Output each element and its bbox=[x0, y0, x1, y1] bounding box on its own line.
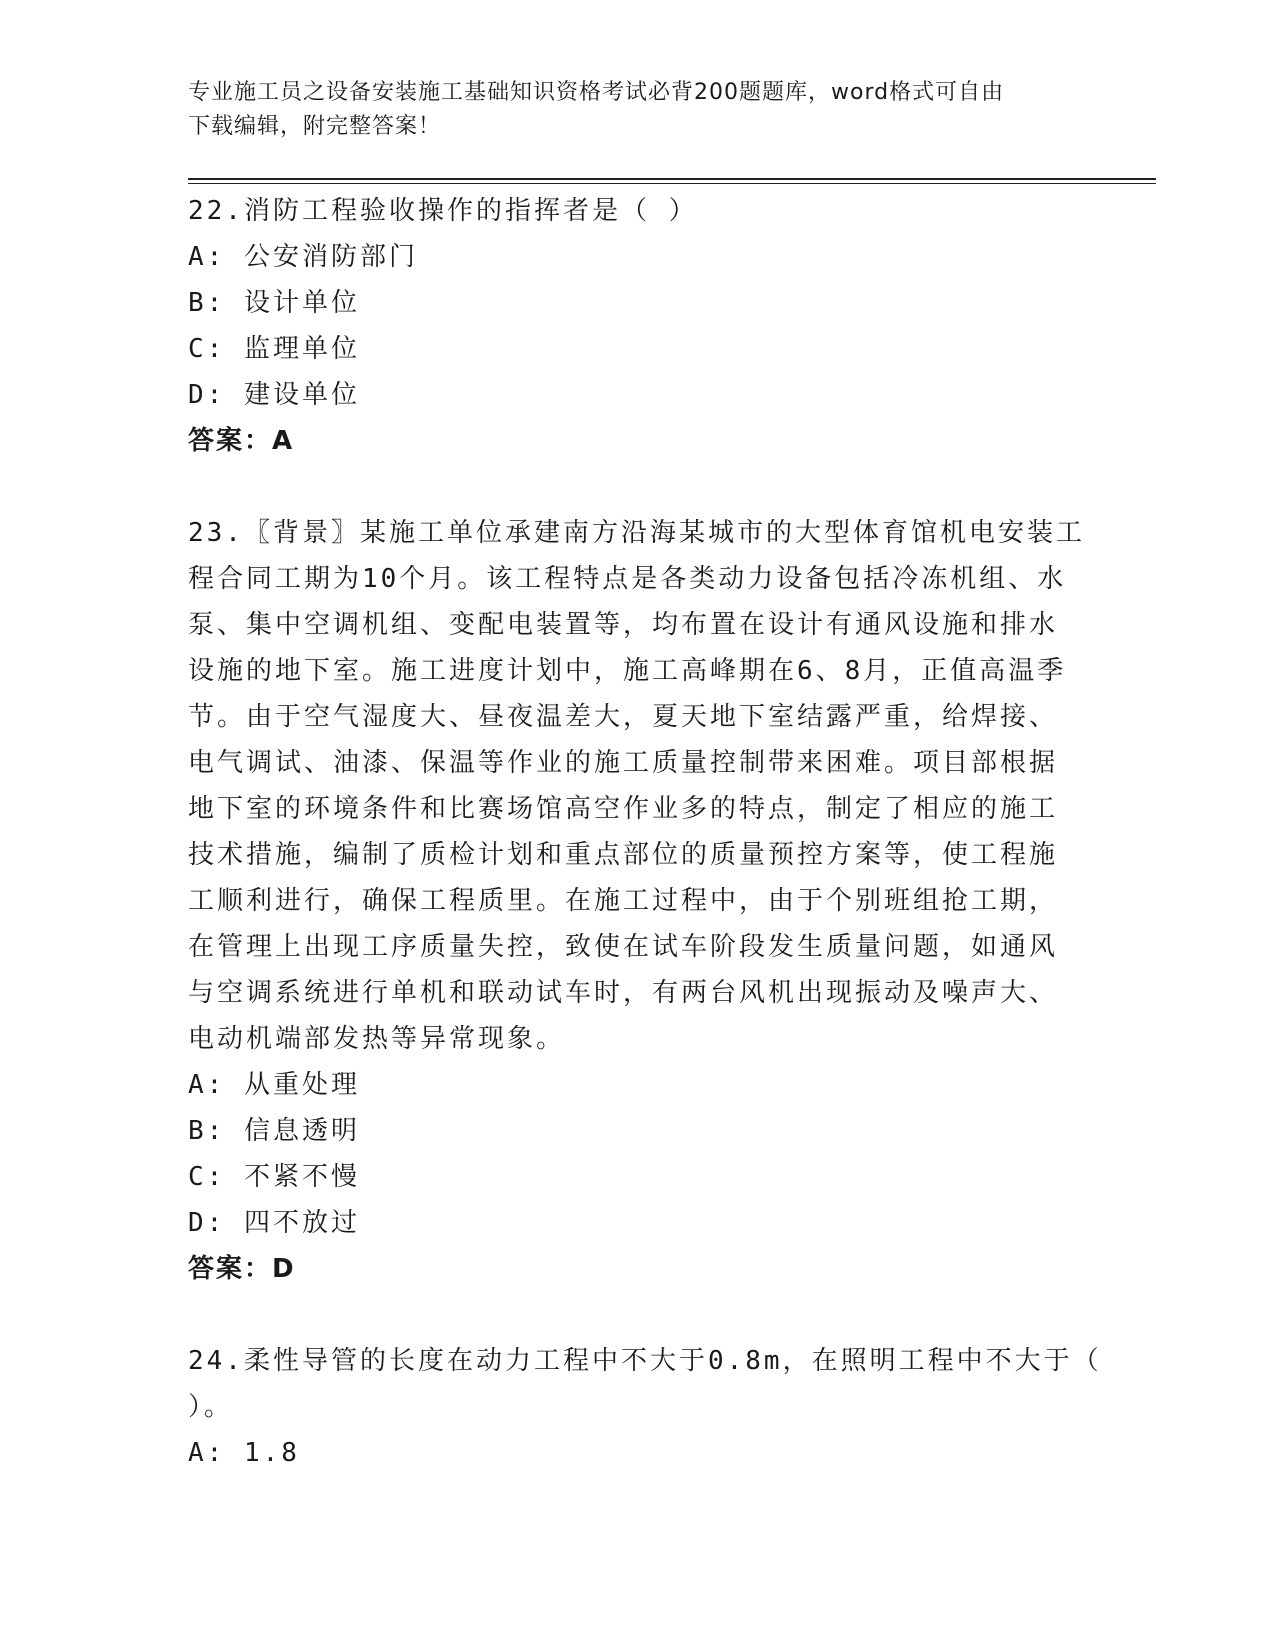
stem-line: 电动机端部发热等异常现象。 bbox=[188, 1024, 566, 1054]
question-stem bbox=[188, 1338, 1102, 1430]
question-stem: 22.消防工程验收操作的指挥者是（ ） bbox=[188, 196, 698, 226]
stem-line: 工顺利进行，确保工程质里。在施工过程中，由于个别班组抢工期， bbox=[188, 886, 1059, 916]
question-list bbox=[188, 188, 1102, 1476]
option-b: B: 设计单位 bbox=[188, 288, 360, 318]
question-23 bbox=[188, 510, 1088, 1292]
stem-line: 电气调试、油漆、保温等作业的施工质量控制带来困难。项目部根据 bbox=[188, 748, 1059, 778]
option-a: A: 1.8 bbox=[188, 1438, 300, 1468]
stem-line: 在管理上出现工序质量失控，致使在试车阶段发生质量问题，如通风 bbox=[188, 932, 1059, 962]
stem-line: 24.柔性导管的长度在动力工程中不大于0.8m，在照明工程中不大于（ bbox=[188, 1346, 1102, 1376]
option-b: B: 信息透明 bbox=[188, 1116, 360, 1146]
option-c: C: 不紧不慢 bbox=[188, 1162, 360, 1192]
stem-line: 节。由于空气湿度大、昼夜温差大，夏天地下室结露严重，给焊接、 bbox=[188, 702, 1059, 732]
header-line-1: 专业施工员之设备安装施工基础知识资格考试必背200题题库，word格式可自由 bbox=[188, 80, 1005, 105]
stem-line: 地下室的环境条件和比赛场馆高空作业多的特点，制定了相应的施工 bbox=[188, 794, 1059, 824]
question-stem bbox=[188, 510, 1088, 1062]
header-divider-thin bbox=[188, 183, 1156, 184]
spacer bbox=[188, 1292, 1088, 1338]
stem-line: 泵、集中空调机组、变配电装置等，均布置在设计有通风设施和排水 bbox=[188, 610, 1059, 640]
spacer bbox=[188, 464, 1088, 510]
document-header bbox=[188, 76, 1088, 144]
option-a: A: 公安消防部门 bbox=[188, 242, 418, 272]
answer-label: 答案：D bbox=[188, 1254, 296, 1284]
header-divider-thick bbox=[188, 178, 1156, 180]
stem-line: 设施的地下室。施工进度计划中，施工高峰期在6、8月，正值高温季 bbox=[188, 656, 1067, 686]
stem-line: 与空调系统进行单机和联动试车时，有两台风机出现振动及噪声大、 bbox=[188, 978, 1059, 1008]
option-c: C: 监理单位 bbox=[188, 334, 360, 364]
header-line-2: 下载编辑，附完整答案！ bbox=[188, 114, 442, 139]
stem-line: 技术措施，编制了质检计划和重点部位的质量预控方案等，使工程施 bbox=[188, 840, 1059, 870]
option-a: A: 从重处理 bbox=[188, 1070, 360, 1100]
question-24 bbox=[188, 1338, 1102, 1476]
option-d: D: 四不放过 bbox=[188, 1208, 360, 1238]
stem-line: 程合同工期为10个月。该工程特点是各类动力设备包括冷冻机组、水 bbox=[188, 564, 1067, 594]
question-22 bbox=[188, 188, 1088, 464]
stem-line: 23.〖背景〗某施工单位承建南方沿海某城市的大型体育馆机电安装工 bbox=[188, 518, 1085, 548]
answer-label: 答案：A bbox=[188, 426, 295, 456]
stem-line: ）。 bbox=[188, 1392, 234, 1422]
option-d: D: 建设单位 bbox=[188, 380, 360, 410]
